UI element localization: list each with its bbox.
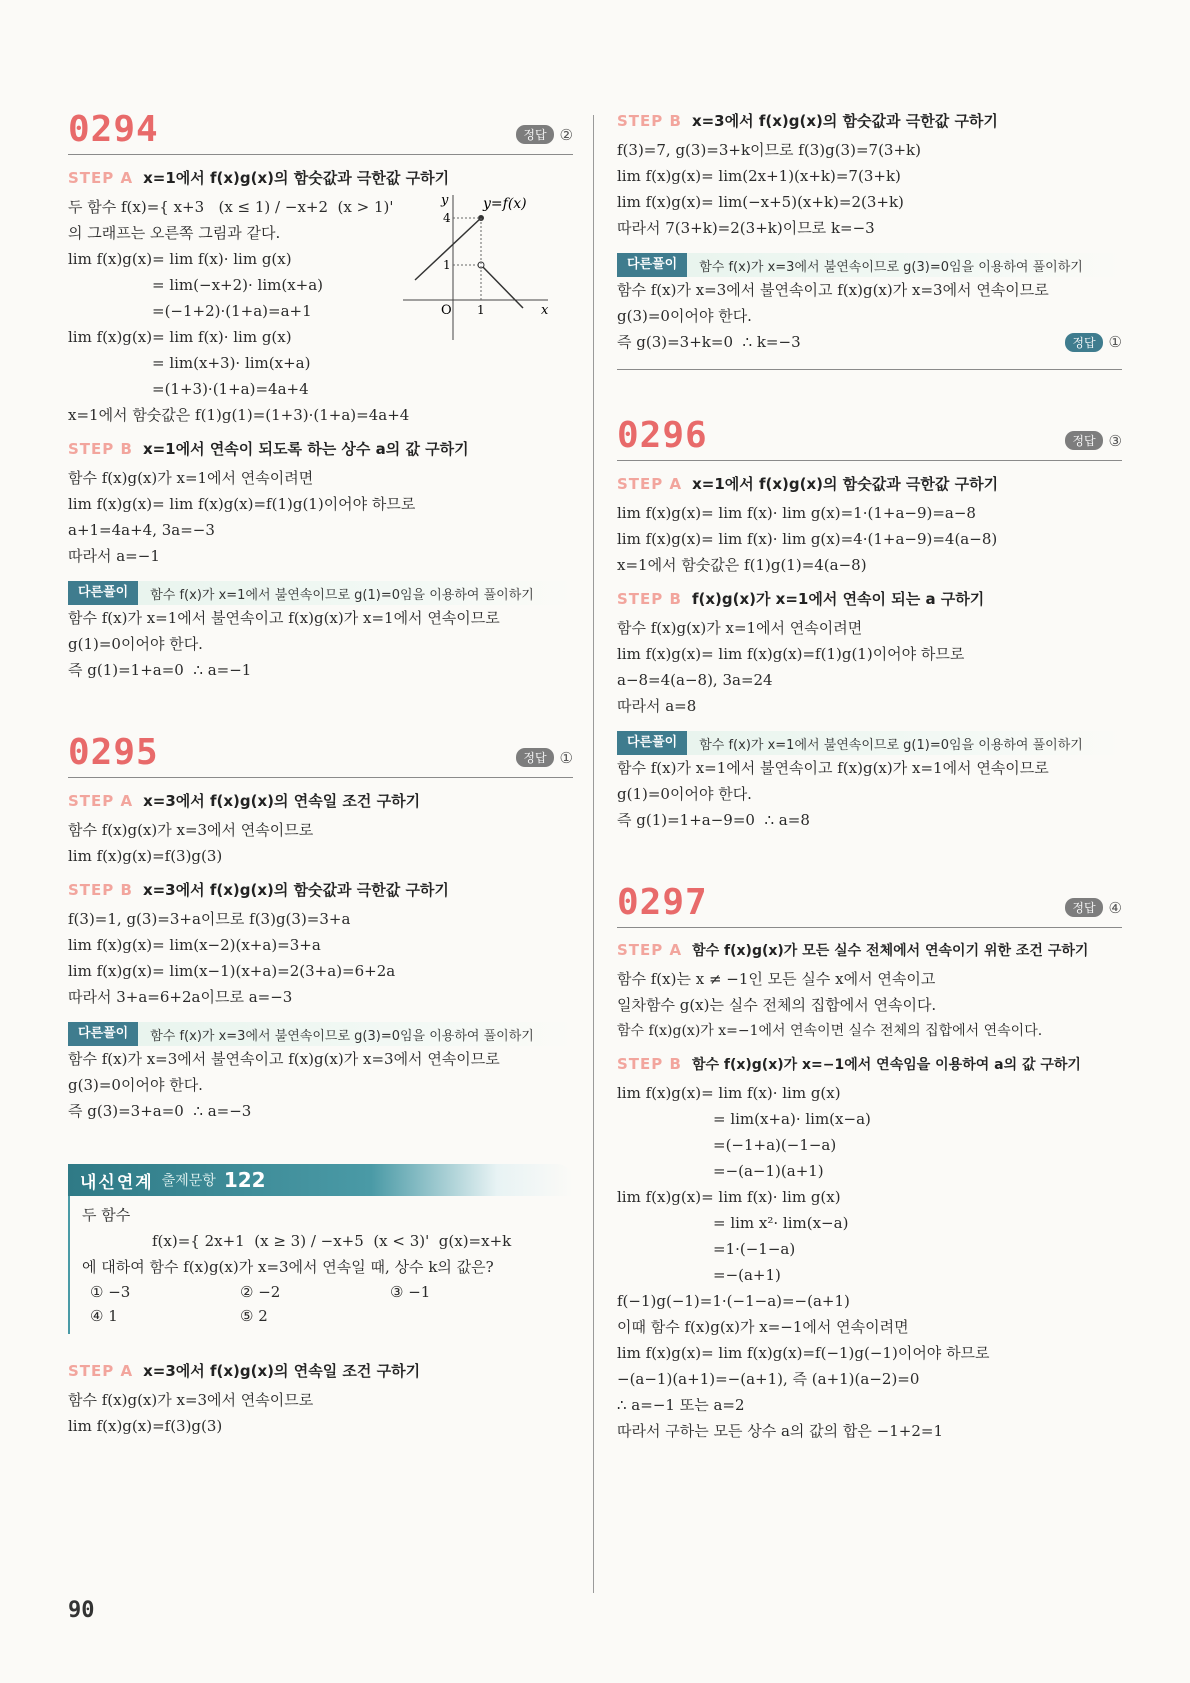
solution-line: g(1)=0이어야 한다. (617, 785, 752, 803)
step-tag: STEP B (68, 439, 133, 458)
solution-line: =(1+3)·(1+a)=4a+4 (152, 380, 309, 398)
solution-line: = lim(x+a)· lim(x−a) (713, 1110, 871, 1128)
solution-line: 따라서 a=8 (617, 697, 697, 715)
alt-tag: 다른풀이 (617, 253, 687, 277)
solution-line: = lim(x+3)· lim(x+a) (152, 354, 311, 372)
solution-line: = lim x²· lim(x−a) (713, 1214, 849, 1232)
answer-badge: 정답 (516, 748, 553, 767)
function-label: y=f(x) (483, 196, 527, 212)
step-b (617, 1054, 1122, 1074)
problem-header (68, 110, 573, 155)
step-a (68, 167, 573, 188)
alternative-solution (68, 581, 573, 683)
solution-line: lim f(x)g(x)= lim f(x)· lim g(x)=1·(1+a−9)=a−8 (617, 504, 976, 522)
alt-header (617, 731, 1122, 755)
answer-value: ① (559, 748, 573, 767)
solution-line: 따라서 7(3+k)=2(3+k)이므로 k=−3 (617, 219, 875, 237)
tick-label: 1 (443, 258, 451, 272)
step-tag: STEP A (68, 168, 134, 187)
alternative-solution (617, 253, 1122, 355)
problem-line: f(x)={ 2x+1 (x ≥ 3) / −x+5 (x < 3)' g(x)=x+k (152, 1232, 512, 1250)
left-column (68, 110, 573, 1439)
answer-value: ② (559, 125, 573, 144)
problem-0297 (617, 883, 1122, 1444)
alt-title: 함수 f(x)가 x=1에서 불연속이므로 g(1)=0임을 이용하여 풀이하기 (150, 587, 534, 603)
problem-0294 (68, 110, 573, 683)
right-column (617, 110, 1122, 1444)
page-number: 90 (68, 1598, 95, 1623)
problem-header (617, 416, 1122, 461)
choice: ① −3 (90, 1283, 131, 1301)
step-title: x=1에서 f(x)g(x)의 함숫값과 극한값 구하기 (692, 475, 999, 493)
step-tag: STEP A (617, 474, 683, 493)
solution-line: 즉 g(3)=3+k=0 ∴ k=−3 (617, 333, 801, 351)
solution-line: 함수 f(x)가 x=1에서 불연속이고 f(x)g(x)가 x=1에서 연속이므로 (68, 609, 500, 627)
solution-line: x=1에서 함숫값은 f(1)g(1)=(1+3)·(1+a)=4a+4 (68, 406, 410, 424)
problem-number: 0294 (68, 109, 159, 150)
solution-line: 의 그래프는 오른쪽 그림과 같다. (68, 224, 281, 242)
naesin-solution-continued (617, 110, 1122, 370)
solution-line: lim f(x)g(x)= lim f(x)· lim g(x) (617, 1084, 841, 1102)
step-title: x=3에서 f(x)g(x)의 연속일 조건 구하기 (143, 792, 421, 810)
naesin-body (68, 1196, 573, 1334)
answer-indicator (1065, 333, 1122, 352)
solution-line: 일차함수 g(x)는 실수 전체의 집합에서 연속이다. (617, 996, 937, 1014)
step-tag: STEP A (617, 941, 683, 959)
step-b (617, 588, 1122, 609)
alt-header (68, 1022, 573, 1046)
solution-line: f(3)=7, g(3)=3+k이므로 f(3)g(3)=7(3+k) (617, 141, 921, 159)
solution-line: 즉 g(1)=1+a−9=0 ∴ a=8 (617, 811, 810, 829)
alt-title: 함수 f(x)가 x=3에서 불연속이므로 g(3)=0임을 이용하여 풀이하기 (150, 1028, 534, 1044)
solution-line: 따라서 구하는 모든 상수 a의 값의 합은 −1+2=1 (617, 1422, 944, 1440)
solution-line: =1·(−1−a) (713, 1240, 796, 1258)
tick-label: 4 (443, 211, 451, 225)
solution-line: lim f(x)g(x)= lim(2x+1)(x+k)=7(3+k) (617, 167, 901, 185)
solution-line: 함수 f(x)g(x)가 x=3에서 연속이므로 (68, 821, 314, 839)
problem-header (617, 883, 1122, 928)
answer-indicator (516, 748, 573, 767)
solution-line: lim f(x)g(x)= lim(x−1)(x+a)=2(3+a)=6+2a (68, 962, 396, 980)
solution-line: 따라서 3+a=6+2a이므로 a=−3 (68, 988, 293, 1006)
answer-indicator (1065, 431, 1122, 450)
solution-line: 함수 f(x)g(x)가 x=3에서 연속이므로 (68, 1391, 314, 1409)
solution-line: lim f(x)g(x)=f(3)g(3) (68, 1417, 223, 1435)
step-tag: STEP B (617, 111, 682, 130)
step-title: x=1에서 연속이 되도록 하는 상수 a의 값 구하기 (142, 440, 469, 458)
solution-line: a−8=4(a−8), 3a=24 (617, 671, 773, 689)
column-divider (593, 115, 594, 1593)
solution-line: 이때 함수 f(x)g(x)가 x=−1에서 연속이려면 (617, 1318, 909, 1336)
solution-line: lim f(x)g(x)= lim f(x)g(x)=f(1)g(1)이어야 하므로 (68, 495, 416, 513)
choice-list (82, 1280, 561, 1328)
solution-line: lim f(x)g(x)= lim f(x)· lim g(x) (68, 328, 292, 346)
solution-line: 함수 f(x)g(x)가 x=1에서 연속이려면 (617, 619, 863, 637)
naesin-sub: 출제문항 (161, 1173, 216, 1189)
answer-badge: 정답 (1065, 333, 1102, 352)
choice: ④ 1 (90, 1307, 118, 1325)
answer-indicator (1065, 898, 1122, 917)
solution-line: lim f(x)g(x)= lim f(x)g(x)=f(1)g(1)이어야 하므로 (617, 645, 965, 663)
choice: ② −2 (240, 1283, 281, 1301)
solution-line: 함수 f(x)가 x=1에서 불연속이고 f(x)g(x)가 x=1에서 연속이므로 (617, 759, 1049, 777)
alt-tag: 다른풀이 (68, 1022, 138, 1046)
alt-header (617, 253, 1122, 277)
problem-line: 에 대하여 함수 f(x)g(x)가 x=3에서 연속일 때, 상수 k의 값은? (82, 1258, 494, 1276)
step-tag: STEP B (68, 880, 133, 899)
function-graph (403, 190, 553, 340)
solution-line: =(−1+2)·(1+a)=a+1 (152, 302, 312, 320)
solution-line: =(−1+a)(−1−a) (713, 1136, 837, 1154)
step-title: x=1에서 f(x)g(x)의 함숫값과 극한값 구하기 (143, 169, 450, 187)
answer-badge: 정답 (516, 125, 553, 144)
solution-line: g(3)=0이어야 한다. (617, 307, 752, 325)
final-answer-row (617, 329, 1122, 355)
step-title: 함수 f(x)g(x)가 x=−1에서 연속임을 이용하여 a의 값 구하기 (691, 1057, 1081, 1073)
solution-line: lim f(x)g(x)= lim(−x+5)(x+k)=2(3+k) (617, 193, 904, 211)
solution-line: 따라서 a=−1 (68, 547, 160, 565)
solution-line: 함수 f(x)가 x=3에서 불연속이고 f(x)g(x)가 x=3에서 연속이므로 (68, 1050, 500, 1068)
naesin-solution (68, 1360, 573, 1439)
answer-value: ① (1108, 333, 1122, 351)
solution-line: lim f(x)g(x)=f(3)g(3) (68, 847, 223, 865)
problem-number: 0297 (617, 882, 708, 923)
solution-line: 두 함수 f(x)={ x+3 (x ≤ 1) / −x+2 (x > 1)' (68, 198, 394, 216)
origin-label: O (441, 303, 452, 318)
step-title: x=3에서 f(x)g(x)의 연속일 조건 구하기 (143, 1362, 421, 1380)
solution-line: f(−1)g(−1)=1·(−1−a)=−(a+1) (617, 1292, 850, 1310)
step-a (68, 1360, 573, 1381)
step-a (68, 790, 573, 811)
alt-header (68, 581, 573, 605)
solution-line: 함수 f(x)는 x ≠ −1인 모든 실수 x에서 연속이고 (617, 970, 936, 988)
step-title: x=3에서 f(x)g(x)의 함숫값과 극한값 구하기 (691, 112, 998, 130)
solution-line: lim f(x)g(x)= lim f(x)g(x)=f(−1)g(−1)이어야 하므로 (617, 1344, 990, 1362)
naesin-problem-box (68, 1164, 573, 1334)
graph-line-right (481, 265, 523, 308)
solution-line: lim f(x)g(x)= lim f(x)· lim g(x)=4·(1+a−9)=4(a−8) (617, 530, 998, 548)
alternative-solution (68, 1022, 573, 1124)
answer-value: ③ (1108, 431, 1122, 450)
problem-0295 (68, 733, 573, 1124)
solution-line: lim f(x)g(x)= lim(x−2)(x+a)=3+a (68, 936, 321, 954)
alternative-solution (617, 731, 1122, 833)
step-tag: STEP B (617, 1055, 682, 1073)
answer-value: ④ (1108, 898, 1122, 917)
solution-line: lim f(x)g(x)= lim f(x)· lim g(x) (617, 1188, 841, 1206)
naesin-label: 내신연계 (80, 1172, 154, 1193)
solution-line: ∴ a=−1 또는 a=2 (617, 1396, 745, 1414)
problem-number: 0296 (617, 415, 708, 456)
step-tag: STEP B (617, 589, 682, 608)
step-a (617, 940, 1122, 960)
answer-badge: 정답 (1065, 431, 1102, 450)
alt-title: 함수 f(x)가 x=3에서 불연속이므로 g(3)=0임을 이용하여 풀이하기 (699, 259, 1083, 275)
step-tag: STEP A (68, 791, 134, 810)
solution-line: =−(a+1) (713, 1266, 781, 1284)
step-title: x=3에서 f(x)g(x)의 함숫값과 극한값 구하기 (142, 881, 449, 899)
solution-line: 즉 g(1)=1+a=0 ∴ a=−1 (68, 661, 252, 679)
tick-label: 1 (477, 303, 485, 317)
solution-line: g(3)=0이어야 한다. (68, 1076, 203, 1094)
solution-line: 함수 f(x)g(x)가 x=1에서 연속이려면 (68, 469, 314, 487)
solution-line: 함수 f(x)가 x=3에서 불연속이고 f(x)g(x)가 x=3에서 연속이므로 (617, 281, 1049, 299)
alt-title: 함수 f(x)가 x=1에서 불연속이므로 g(1)=0임을 이용하여 풀이하기 (699, 737, 1083, 753)
step-b (68, 879, 573, 900)
solution-line: 함수 f(x)g(x)가 x=−1에서 연속이면 실수 전체의 집합에서 연속이다. (617, 1023, 1043, 1039)
choice: ③ −1 (390, 1283, 431, 1301)
step-title: 함수 f(x)g(x)가 모든 실수 전체에서 연속이기 위한 조건 구하기 (692, 943, 1089, 959)
solution-line: x=1에서 함숫값은 f(1)g(1)=4(a−8) (617, 556, 867, 574)
step-tag: STEP A (68, 1361, 134, 1380)
problem-0296 (617, 416, 1122, 833)
choice: ⑤ 2 (240, 1307, 268, 1325)
solution-line: 즉 g(3)=3+a=0 ∴ a=−3 (68, 1102, 252, 1120)
problem-header (68, 733, 573, 778)
step-b (68, 438, 573, 459)
solution-line: = lim(−x+2)· lim(x+a) (152, 276, 324, 294)
solution-line: lim f(x)g(x)= lim f(x)· lim g(x) (68, 250, 292, 268)
naesin-header (68, 1164, 573, 1196)
alt-tag: 다른풀이 (68, 581, 138, 605)
solution-line: g(1)=0이어야 한다. (68, 635, 203, 653)
x-label: x (541, 303, 549, 318)
y-label: y (441, 193, 449, 208)
alt-tag: 다른풀이 (617, 731, 687, 755)
solution-line: =−(a−1)(a+1) (713, 1162, 824, 1180)
problem-line: 두 함수 (82, 1206, 131, 1224)
solution-line: a+1=4a+4, 3a=−3 (68, 521, 215, 539)
solution-line: f(3)=1, g(3)=3+a이므로 f(3)g(3)=3+a (68, 910, 351, 928)
problem-number: 0295 (68, 732, 159, 773)
step-a (617, 473, 1122, 494)
step-title: f(x)g(x)가 x=1에서 연속이 되는 a 구하기 (691, 590, 985, 608)
solution-line: −(a−1)(a+1)=−(a+1), 즉 (a+1)(a−2)=0 (617, 1370, 920, 1388)
naesin-number: 122 (223, 1168, 266, 1192)
answer-indicator (516, 125, 573, 144)
step-b (617, 110, 1122, 131)
answer-badge: 정답 (1065, 898, 1102, 917)
